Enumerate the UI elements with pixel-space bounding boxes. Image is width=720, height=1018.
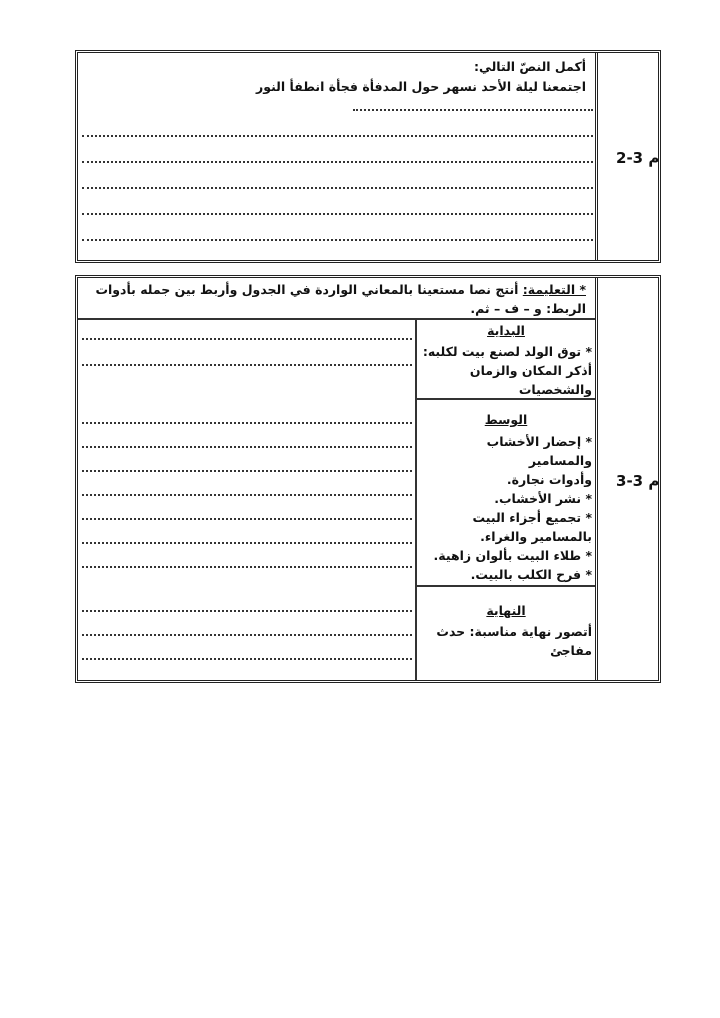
section-line: * إحضار الأخشاب والمسامير bbox=[486, 434, 592, 468]
exercise-1-title: أكمل النصّ التالي: bbox=[473, 59, 586, 74]
answer-line[interactable] bbox=[82, 161, 593, 163]
section-line: بالمسامير والغراء. bbox=[480, 529, 592, 544]
section-heading: الوسط bbox=[484, 412, 528, 427]
exercise-label-2: م 3-3 bbox=[616, 472, 660, 490]
section-middle bbox=[420, 410, 592, 429]
answer-line[interactable] bbox=[82, 213, 593, 215]
section-line: والشخصيات bbox=[518, 382, 592, 397]
section-line: أذكر المكان والزمان bbox=[469, 363, 592, 378]
exercise-1-text: اجتمعنا ليلة الأحد نسهر حول المدفأة فجأة انطفأ النور bbox=[256, 79, 586, 94]
instruction-divider bbox=[78, 318, 595, 320]
answer-line[interactable] bbox=[82, 187, 593, 189]
instruction-label: * التعليمة: bbox=[522, 282, 586, 297]
answer-line[interactable] bbox=[82, 422, 412, 424]
answer-line[interactable] bbox=[82, 135, 593, 137]
answer-line[interactable] bbox=[82, 494, 412, 496]
answer-line[interactable] bbox=[82, 658, 412, 660]
answer-line[interactable] bbox=[82, 338, 412, 340]
instruction-text: أنتج نصا مستعينا بالمعاني الواردة في الجدول وأربط بين جمله بأدوات الربط: و – ف – ثم. bbox=[95, 282, 586, 316]
section-line: مفاجئ bbox=[550, 643, 592, 658]
instruction bbox=[84, 280, 586, 318]
exercise-box-2 bbox=[75, 275, 661, 683]
section-divider bbox=[415, 585, 595, 587]
answer-line[interactable] bbox=[82, 470, 412, 472]
answer-line[interactable] bbox=[82, 542, 412, 544]
section-line: * توق الولد لصنع بيت لكلبه: bbox=[422, 344, 592, 359]
section-line: وأدوات نجارة. bbox=[506, 472, 592, 487]
exercise-box-1 bbox=[75, 50, 661, 263]
section-line: * تجميع أجزاء البيت bbox=[472, 510, 592, 525]
section-line: * طلاء البيت بألوان زاهية. bbox=[433, 548, 592, 563]
box1-divider bbox=[595, 53, 598, 260]
section-end bbox=[420, 601, 592, 620]
answer-line[interactable] bbox=[353, 109, 593, 111]
section-beginning-content bbox=[420, 342, 592, 399]
answer-line[interactable] bbox=[82, 446, 412, 448]
exercise-label-1: م 3-2 bbox=[616, 149, 660, 167]
section-line: * نشر الأخشاب. bbox=[494, 491, 592, 506]
section-line: أتصور نهاية مناسبة: حدث bbox=[436, 624, 592, 639]
answer-line[interactable] bbox=[82, 239, 593, 241]
table-column-divider bbox=[415, 319, 417, 680]
section-middle-content bbox=[420, 432, 592, 584]
answer-line[interactable] bbox=[82, 518, 412, 520]
section-end-content bbox=[420, 622, 592, 660]
answer-line[interactable] bbox=[82, 364, 412, 366]
answer-line[interactable] bbox=[82, 566, 412, 568]
section-line: * فرح الكلب بالبيت. bbox=[470, 567, 592, 582]
section-heading: البداية bbox=[487, 323, 525, 338]
answer-line[interactable] bbox=[82, 634, 412, 636]
section-beginning bbox=[420, 321, 592, 340]
box2-divider bbox=[595, 278, 598, 680]
answer-line[interactable] bbox=[82, 610, 412, 612]
section-heading: النهاية bbox=[486, 603, 526, 618]
